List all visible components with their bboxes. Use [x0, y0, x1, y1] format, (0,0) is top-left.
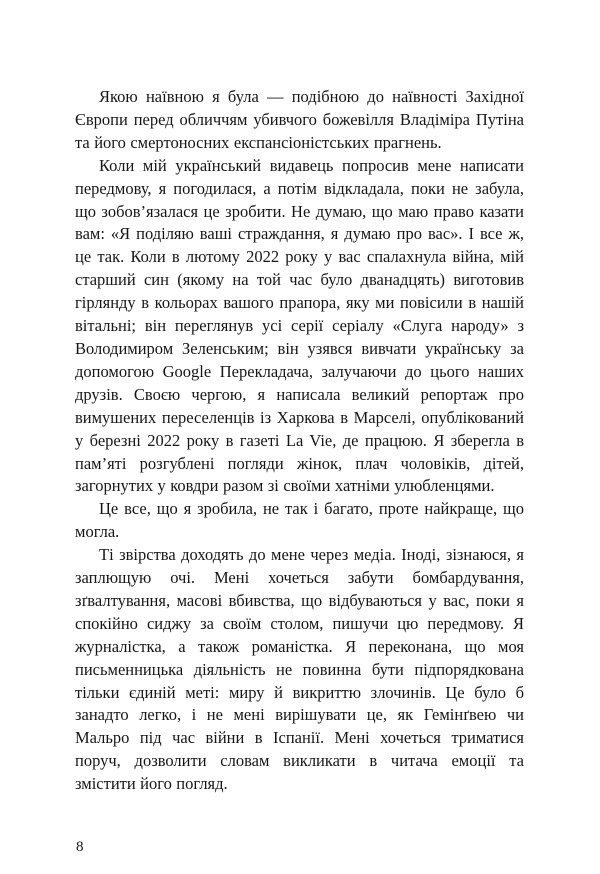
- paragraph-1: Якою наївною я була — подібною до наївності Західної Європи перед обличчям убивчого божевілля Владіміра Путіна та його смертоносних експансіоністських прагнень.: [75, 87, 524, 152]
- paragraph-4: Ті звірства доходять до мене через медіа. Іноді, зізнаюся, я заплющую очі. Мені хочеться забути бомбардування, зґвалтування, масові вбивства, що відбуваються у вас, поки я спокійно сиджу за своїм столом, пишучи цю передмову. Я журналістка, а також романістка. Я переконана, що моя письменницька діяльність не повинна бути підпорядкована тільки єдиній меті: миру й викриттю злочинів. Це було б занадто легко, і не мені вирішувати це, як Гемінґвею чи Мальро під час війни в Іспанії. Мені хочеться триматися поруч, дозволити словам викликати в читача емоції та змістити його погляд.: [75, 545, 524, 794]
- page-number: 8: [76, 839, 84, 855]
- paragraph-2: Коли мій український видавець попросив мене написати передмову, я погодилася, а потім відкладала, поки не забула, що зобов’язалася це зробити. Не думаю, що маю право казати вам: «Я поділяю ваші страждання, я думаю про вас». І все ж, це так. Коли в лютому 2022 року у вас спалахнула війна, мій старший син (якому на той час було дванадцять) виготовив гірлянду в кольорах вашого прапора, яку ми повісили в нашій вітальні; він переглянув усі серії серіалу «Слуга народу» з Володимиром Зеленським; він узявся вивчати українську за допомогою Google Перекладача, залучаючи до цього наших друзів. Своєю чергою, я написала великий репортаж про вимушених переселенців із Харкова в Марселі, опублікований у березні 2022 року в газеті La Vie, де працюю. Я зберегла в пам’яті розгублені погляди жінок, плач чоловіків, дітей, загорнутих у ковдри разом зі своїми хатніми улюбленцями.: [75, 155, 524, 496]
- page-text: [75, 86, 524, 796]
- page-footer: [76, 838, 84, 856]
- paragraph-3: Це все, що я зробила, не так і багато, проте найкраще, що могла.: [75, 499, 524, 542]
